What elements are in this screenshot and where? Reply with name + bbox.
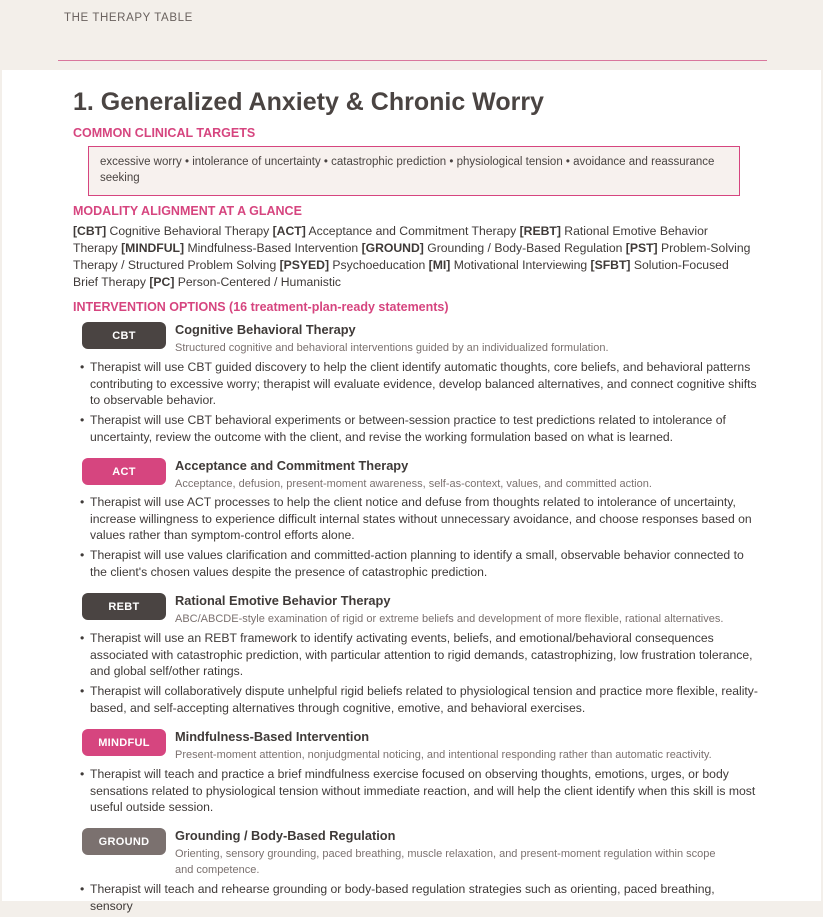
brand-name: THE THERAPY TABLE [64,12,193,24]
intervention-title: Acceptance and Commitment Therapy [175,458,409,473]
badge-cbt: CBT [82,322,166,349]
modality-name: Mindfulness-Based Intervention [184,241,362,255]
modality-name: Cognitive Behavioral Therapy [106,224,273,238]
bullet-item: • Therapist will use CBT behavioral experiments or between-session practice to test predictions related to intolerance of uncertainty, review the outcome with the client, and revise the working formulation based on what is learned. [80,412,758,445]
document-page [2,70,821,913]
alignment-label: MODALITY ALIGNMENT AT A GLANCE [73,204,302,218]
modality-name: Problem-Solving Therapy / Structured Problem Solving [73,241,751,272]
modality-name: Acceptance and Commitment Therapy [305,224,520,238]
intervention-description: Acceptance, defusion, present-moment awareness, self-as-context, values, and committed action. [175,478,652,490]
header-divider [58,60,767,61]
bullet-item: • Therapist will collaboratively dispute unhelpful rigid beliefs related to physiological tension and practice more flexible, reality-based, and self-accepting alternatives through cognitive, emotive, and behavioral exercises. [80,683,758,716]
modality-code: [PSYED] [279,258,330,272]
modality-code: [SFBT] [590,258,631,272]
modality-name: Rational Emotive Behavior Therapy [73,224,708,255]
intervention-title: Grounding / Body-Based Regulation [175,828,396,843]
badge-rebt: REBT [82,593,166,620]
intervention-bullets [80,881,758,917]
bullet-item: • Therapist will use an REBT framework to identify activating events, beliefs, and emotional/behavioral consequences associated with catastrophic prediction, with particular attention to rigid demands, catastrophizing, low frustration tolerance, and global self/other ratings. [80,630,758,680]
modality-code: [PST] [625,241,658,255]
intervention-bullets [80,766,758,819]
bullet-item: • Therapist will use values clarification and committed-action planning to identify a small, observable behavior connected to the client's chosen values despite the presence of catastrophic prediction. [80,547,758,580]
modality-code: [CBT] [73,224,107,238]
intervention-description: Present-moment attention, nonjudgmental noticing, and intentional responding rather than automatic reactivity. [175,749,712,761]
modality-code: [MINDFUL] [121,241,185,255]
modality-code: [ACT] [272,224,306,238]
bullet-item: • Therapist will teach and rehearse grounding or body-based regulation strategies such as orienting, paced breathing, sensory [80,881,758,914]
section-title: 1. Generalized Anxiety & Chronic Worry [73,88,544,116]
intervention-description: Orienting, sensory grounding, paced breathing, muscle relaxation, and present-moment regulation within scope and competence. [175,848,716,876]
modality-name: Psychoeducation [329,258,429,272]
intervention-description: ABC/ABCDE-style examination of rigid or extreme beliefs and development of more flexible, rational alternatives. [175,613,724,625]
modality-code: [REBT] [519,224,561,238]
intervention-bullets [80,359,758,449]
intervention-title: Rational Emotive Behavior Therapy [175,593,391,608]
targets-box: excessive worry • intolerance of uncertainty • catastrophic prediction • physiological tension • avoidance and reassurance seeking [88,146,740,196]
modality-code: [MI] [428,258,451,272]
bullet-item: • Therapist will use CBT guided discovery to help the client identify automatic thoughts, core beliefs, and behavioral patterns contributing to excessive worry; therapist will evaluate evidence, develop balanced alternatives, and connect cognitive shifts to observable behavior. [80,359,758,409]
targets-label: COMMON CLINICAL TARGETS [73,126,256,140]
badge-act: ACT [82,458,166,485]
intervention-description: Structured cognitive and behavioral interventions guided by an individualized formulation. [175,342,609,354]
modality-list [73,223,753,291]
intervention-bullets [80,630,758,720]
intervention-bullets [80,494,758,584]
badge-ground: GROUND [82,828,166,855]
intervention-title: Cognitive Behavioral Therapy [175,322,356,337]
modality-code: [PC] [149,275,175,289]
bullet-item: • Therapist will teach and practice a brief mindfulness exercise focused on observing thoughts, emotions, urges, or body sensations related to physiological tension without immediate reaction, and will help the client identify when this skill is most useful outside session. [80,766,758,816]
modality-name: Person-Centered / Humanistic [174,275,342,289]
badge-mindful: MINDFUL [82,729,166,756]
modality-name: Motivational Interviewing [450,258,591,272]
modality-code: [GROUND] [361,241,424,255]
options-label: INTERVENTION OPTIONS (16 treatment-plan-ready statements) [73,300,449,314]
modality-name: Solution-Focused Brief Therapy [73,258,729,289]
intervention-title: Mindfulness-Based Intervention [175,729,370,744]
bullet-item: • Therapist will use ACT processes to help the client notice and defuse from thoughts related to intolerance of uncertainty, increase willingness to experience difficult internal states without unnecessary avoidance, and choose responses based on values rather than symptom-control efforts alone. [80,494,758,544]
modality-name: Grounding / Body-Based Regulation [423,241,626,255]
page-header [0,0,823,70]
